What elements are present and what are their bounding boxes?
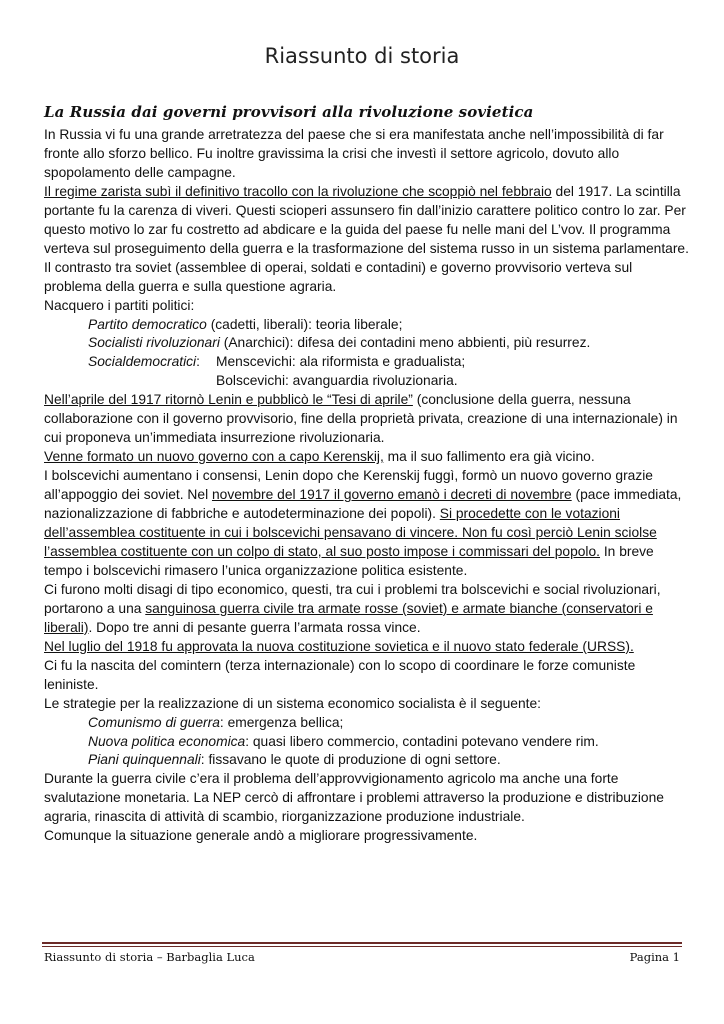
footer-author: Riassunto di storia – Barbaglia Luca: [44, 950, 255, 964]
strategy-item: [44, 751, 690, 770]
paragraph: Nacquero i partiti politici:: [44, 297, 195, 313]
party-name: Socialdemocratici: [88, 354, 197, 370]
page-title: Riassunto di storia: [264, 44, 460, 68]
paragraph: Ci fu la nascita del comintern (terza internazionale) con lo scopo di coordinare le forze comuniste leniniste.: [44, 657, 636, 692]
document-body: [44, 126, 690, 846]
text: (conclusione della guerra, nessuna collaborazione con il governo provvisorio, fine della proprietà privata, creazione di una internazionale) in cui proponeva un’immediata insurrezione rivoluzionaria.: [44, 392, 678, 446]
text: (pace immediata, nazionalizzazione di fabbriche e autodeterminazione dei popoli).: [44, 487, 682, 522]
text: . Dopo tre anni di pesante guerra l’armata rossa vince.: [88, 619, 421, 635]
party-item: [44, 316, 690, 335]
footer-rule-thin: [42, 946, 682, 947]
paragraph: Durante la guerra civile c’era il problema dell’approvvigionamento agricolo ma anche una forte svalutazione monetaria. La NEP cercò di affrontare i problemi attraverso la produzione e distribuzione agraria, rinascita di attività di scambio, riorganizzazione produzione industriale.: [44, 771, 664, 825]
text: ma il suo fallimento era già vicino.: [383, 449, 595, 465]
text: (cadetti, liberali): teoria liberale;: [206, 316, 403, 332]
paragraph: [44, 183, 690, 259]
underlined-text: Nell’aprile del 1917 ritornò Lenin e pubblicò le “Tesi di aprile”: [44, 392, 413, 408]
party-item: [44, 353, 690, 372]
strategy-item: [44, 714, 690, 733]
underlined-text: Il regime zarista subì il definitivo tracollo con la rivoluzione che scoppiò nel febbraio: [44, 183, 552, 199]
text: In breve tempo i bolscevichi rimasero l’unica organizzazione politica esistente.: [44, 543, 654, 578]
text: : emergenza bellica;: [219, 714, 344, 730]
paragraph: [44, 391, 690, 448]
strategy-name: Comunismo di guerra: [88, 714, 220, 730]
underlined-text: novembre del 1917 il governo emanò i decreti di novembre: [211, 487, 572, 503]
footer-rule-thick: [42, 942, 682, 944]
paragraph: Il contrasto tra soviet (assemblee di operai, soldati e contadini) e governo provvisorio verteva sul problema della guerra e sulla questione agraria.: [44, 259, 633, 294]
party-item: [44, 334, 690, 353]
text: del 1917. La scintilla portante fu la carenza di viveri. Questi scioperi assunsero fin dall’inizio carattere politico contro lo zar. Per questo motivo lo zar fu costretto ad abdicare e la guida del paese fu nelle mani del L’vov. Il programma verteva sul proseguimento della guerra e la trasformazione del sistema russo in un sistema parlamentare.: [44, 183, 689, 256]
paragraph: [44, 448, 690, 467]
text: I bolscevichi aumentano i consensi, Lenin dopo che Kerenskij fuggì, formò un nuovo governo grazie all’appoggio dei soviet. Nel: [44, 468, 653, 503]
party-subitem: Bolscevichi: avanguardia rivoluzionaria.: [216, 373, 458, 389]
text: Menscevichi: ala riformista e gradualista;: [216, 354, 466, 370]
section-heading: La Russia dai governi provvisori alla rivoluzione sovietica: [44, 103, 534, 121]
party-name: Socialisti rivoluzionari: [88, 335, 220, 351]
paragraph: Le strategie per la realizzazione di un sistema economico socialista è il seguente:: [44, 695, 541, 711]
text: (Anarchici): difesa dei contadini meno abbienti, più resurrez.: [219, 335, 591, 351]
strategy-item: [44, 733, 690, 752]
text: : quasi libero commercio, contadini potevano vendere rim.: [245, 733, 599, 749]
strategy-name: Nuova politica economica: [88, 733, 246, 749]
text: Ci furono molti disagi di tipo economico, questi, tra cui i problemi tra bolscevichi e social rivoluzionari, portarono a una: [44, 581, 661, 616]
paragraph: Comunque la situazione generale andò a migliorare progressivamente.: [44, 828, 478, 844]
footer-page-number: Pagina 1: [629, 950, 680, 964]
text: :: [196, 354, 200, 370]
party-name: Partito democratico: [88, 316, 207, 332]
underlined-text: Venne formato un nuovo governo con a capo Kerenskij,: [44, 449, 384, 465]
strategy-name: Piani quinquennali: [88, 752, 201, 768]
paragraph: [44, 581, 690, 638]
text: : fissavano le quote di produzione di ogni settore.: [200, 752, 501, 768]
underlined-text: Nel luglio del 1918 fu approvata la nuova costituzione sovietica e il nuovo stato federale (URSS).: [44, 638, 634, 654]
paragraph: In Russia vi fu una grande arretratezza del paese che si era manifestata anche nell’impossibilità di far fronte allo sforzo bellico. Fu inoltre gravissima la crisi che investì il settore agricolo, dovuto allo spopolamento delle campagne.: [44, 127, 664, 180]
paragraph: [44, 638, 690, 657]
paragraph: [44, 467, 690, 581]
underlined-text: Si procedette con le votazioni dell’assemblea costituente in cui i bolscevichi pensavano di vincere. Non fu così perciò Lenin sciolse l’assemblea costituente con un colpo di stato, al suo posto impose i commissari del popolo.: [44, 506, 657, 559]
underlined-text: sanguinosa guerra civile tra armate rosse (soviet) e armate bianche (conservatori e liberali): [44, 600, 653, 635]
